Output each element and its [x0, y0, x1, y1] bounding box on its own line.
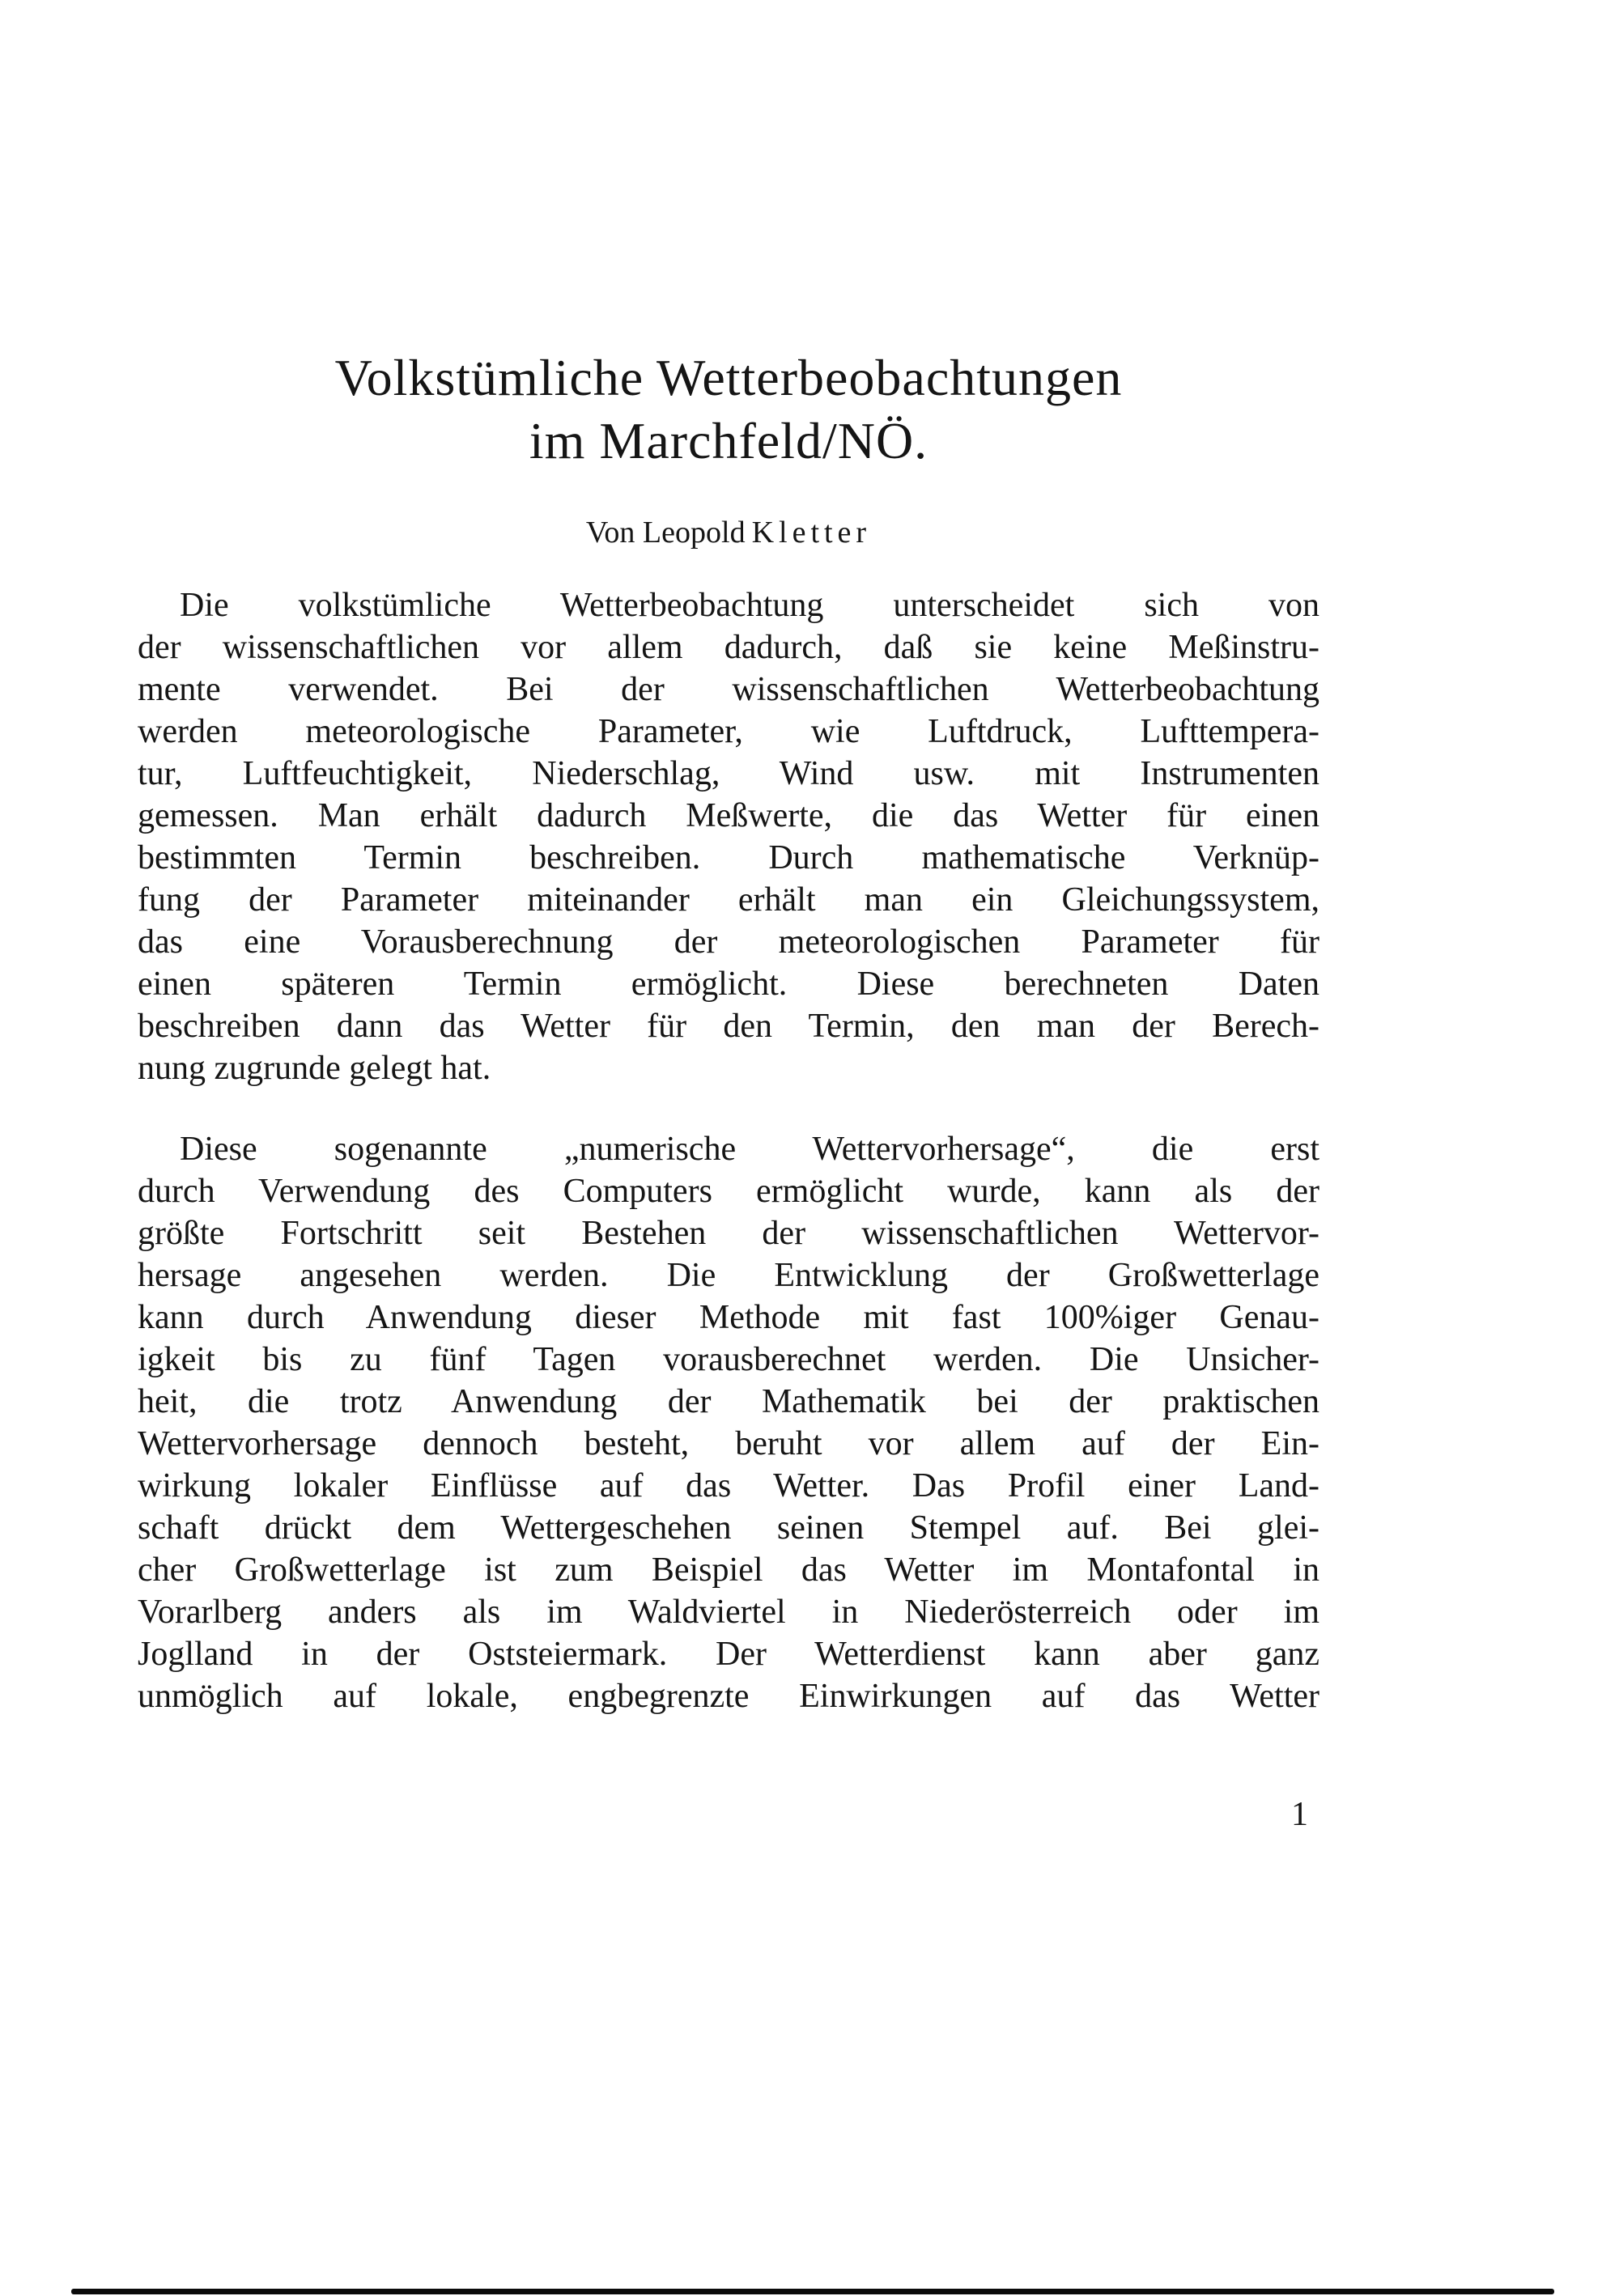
page-number: 1 [1291, 1796, 1308, 1833]
text-line: Vorarlberg anders als im Waldviertel in Niederösterreich oder im [138, 1594, 1319, 1631]
text-line: wirkung lokaler Einflüsse auf das Wetter. Das Profil einer Land- [138, 1467, 1319, 1504]
text-line: Joglland in der Oststeiermark. Der Wetterdienst kann aber ganz [138, 1636, 1319, 1673]
text-line: der wissenschaftlichen vor allem dadurch, daß sie keine Meßinstru- [138, 629, 1319, 666]
text-line: schaft drückt dem Wettergeschehen seinen Stempel auf. Bei glei- [138, 1509, 1319, 1547]
paragraph-1 [138, 584, 1319, 1089]
text-line: hersage angesehen werden. Die Entwicklung der Großwetterlage [138, 1257, 1319, 1294]
text-line: größte Fortschritt seit Bestehen der wissenschaftlichen Wettervor- [138, 1215, 1319, 1252]
page-title [138, 346, 1319, 473]
text-line: nung zugrunde gelegt hat. [138, 1050, 491, 1087]
text-line: mente verwendet. Bei der wissenschaftlichen Wetterbeobachtung [138, 671, 1319, 708]
text-line: cher Großwetterlage ist zum Beispiel das Wetter im Montafontal in [138, 1551, 1319, 1589]
text-line: Wettervorhersage dennoch besteht, beruht vor allem auf der Ein- [138, 1425, 1319, 1462]
text-line: durch Verwendung des Computers ermöglicht wurde, kann als der [138, 1173, 1319, 1210]
text-line: kann durch Anwendung dieser Methode mit fast 100%iger Genau- [138, 1299, 1319, 1336]
page-title-line-1: Volkstümliche Wetterbeobachtungen [334, 349, 1123, 406]
text-line: Diese sogenannte „numerische Wettervorhersage“, die erst [180, 1131, 1319, 1168]
text-line: unmöglich auf lokale, engbegrenzte Einwirkungen auf das Wetter [138, 1678, 1319, 1715]
text-line: einen späteren Termin ermöglicht. Diese berechneten Daten [138, 966, 1319, 1003]
text-line: igkeit bis zu fünf Tagen vorausberechnet werden. Die Unsicher- [138, 1341, 1319, 1378]
text-line: Die volkstümliche Wetterbeobachtung unterscheidet sich von [180, 587, 1319, 624]
paragraph-2 [138, 1128, 1319, 1717]
text-line: gemessen. Man erhält dadurch Meßwerte, die das Wetter für einen [138, 797, 1319, 834]
text-line: bestimmten Termin beschreiben. Durch mathematische Verknüp- [138, 839, 1319, 876]
byline-author-name: Kletter [751, 516, 872, 550]
text-line: werden meteorologische Parameter, wie Luftdruck, Lufttempera- [138, 713, 1319, 750]
scan-edge-artifact [71, 2289, 1554, 2294]
byline [138, 515, 1319, 550]
byline-prefix: Von Leopold [585, 516, 746, 550]
page-title-line-2: im Marchfeld/NÖ. [529, 412, 928, 469]
text-line: beschreiben dann das Wetter für den Termin, den man der Berech- [138, 1008, 1319, 1045]
text-line: tur, Luftfeuchtigkeit, Niederschlag, Wind usw. mit Instrumenten [138, 755, 1319, 792]
text-line: das eine Vorausberechnung der meteorologischen Parameter für [138, 923, 1319, 961]
text-line: heit, die trotz Anwendung der Mathematik bei der praktischen [138, 1383, 1319, 1420]
text-line: fung der Parameter miteinander erhält man ein Gleichungssystem, [138, 881, 1319, 919]
